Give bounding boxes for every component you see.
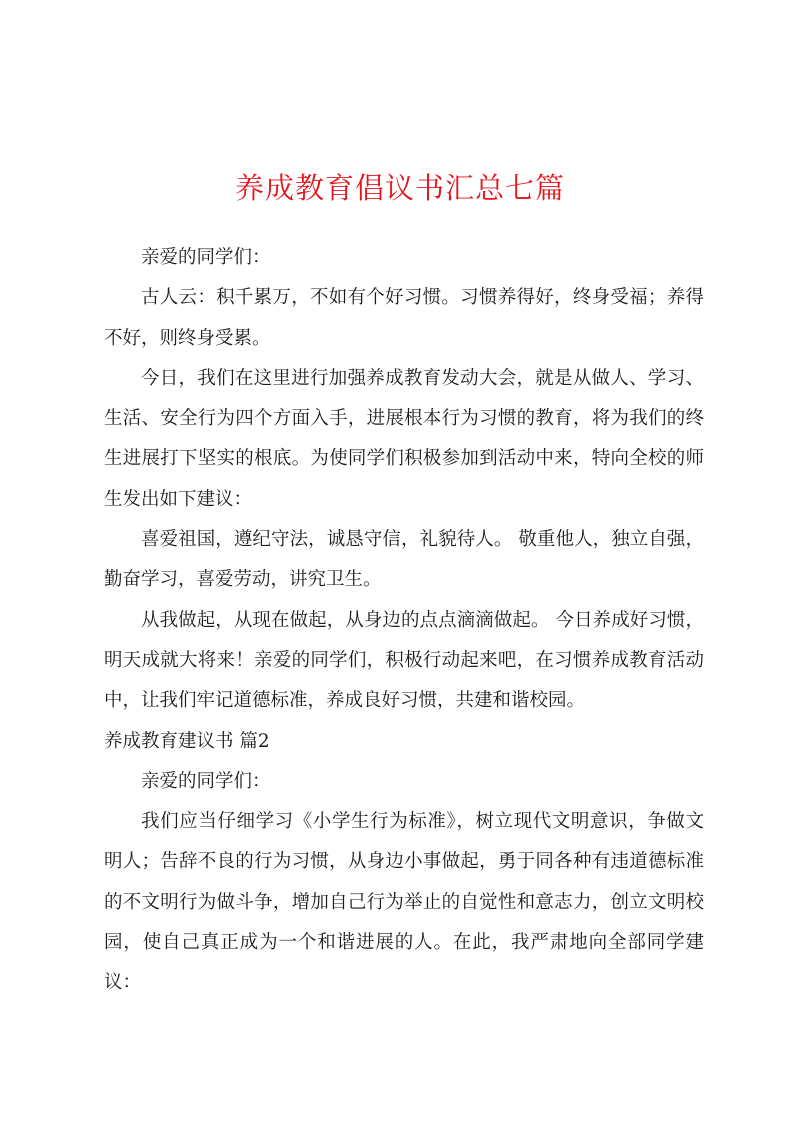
body-paragraph: 喜爱祖国，遵纪守法，诚恳守信，礼貌待人。 敬重他人，独立自强，勤奋学习，喜爱劳动，讲究卫生。 [104, 529, 704, 591]
body-paragraph: 我们应当仔细学习《小学生行为标准》，树立现代文明意识，争做文明人；告辞不良的行为习惯，从身边小事做起，勇于同各种有违道德标准的不文明行为做斗争，增加自己行为举止的自觉性和意志力，创立文明校园，使自己真正成为一个和谐进展的人。在此，我严肃地向全部同学建议： [104, 811, 704, 994]
greeting-paragraph: 亲爱的同学们： [141, 770, 271, 792]
section-heading: 养成教育建议书 篇2 [104, 730, 270, 752]
body-paragraph: 今日，我们在这里进行加强养成教育发动大会，就是从做人、学习、生活、安全行为四个方面入手，进展根本行为习惯的教育，将为我们的终生进展打下坚实的根底。为使同学们积极参加到活动中来，特向全校的师生发出如下建议： [104, 367, 704, 510]
document-body [104, 238, 704, 1004]
body-paragraph: 古人云：积千累万，不如有个好习惯。习惯养得好，终身受福；养得不好，则终身受累。 [104, 287, 704, 349]
body-paragraph: 从我做起，从现在做起，从身边的点点滴滴做起。 今日养成好习惯，明天成就大将来！亲爱的同学们，积极行动起来吧，在习惯养成教育活动中，让我们牢记道德标准，养成良好习惯，共建和谐校园。 [104, 609, 704, 712]
greeting-paragraph: 亲爱的同学们： [141, 247, 271, 268]
document-title: 养成教育倡议书汇总七篇 [234, 171, 565, 205]
